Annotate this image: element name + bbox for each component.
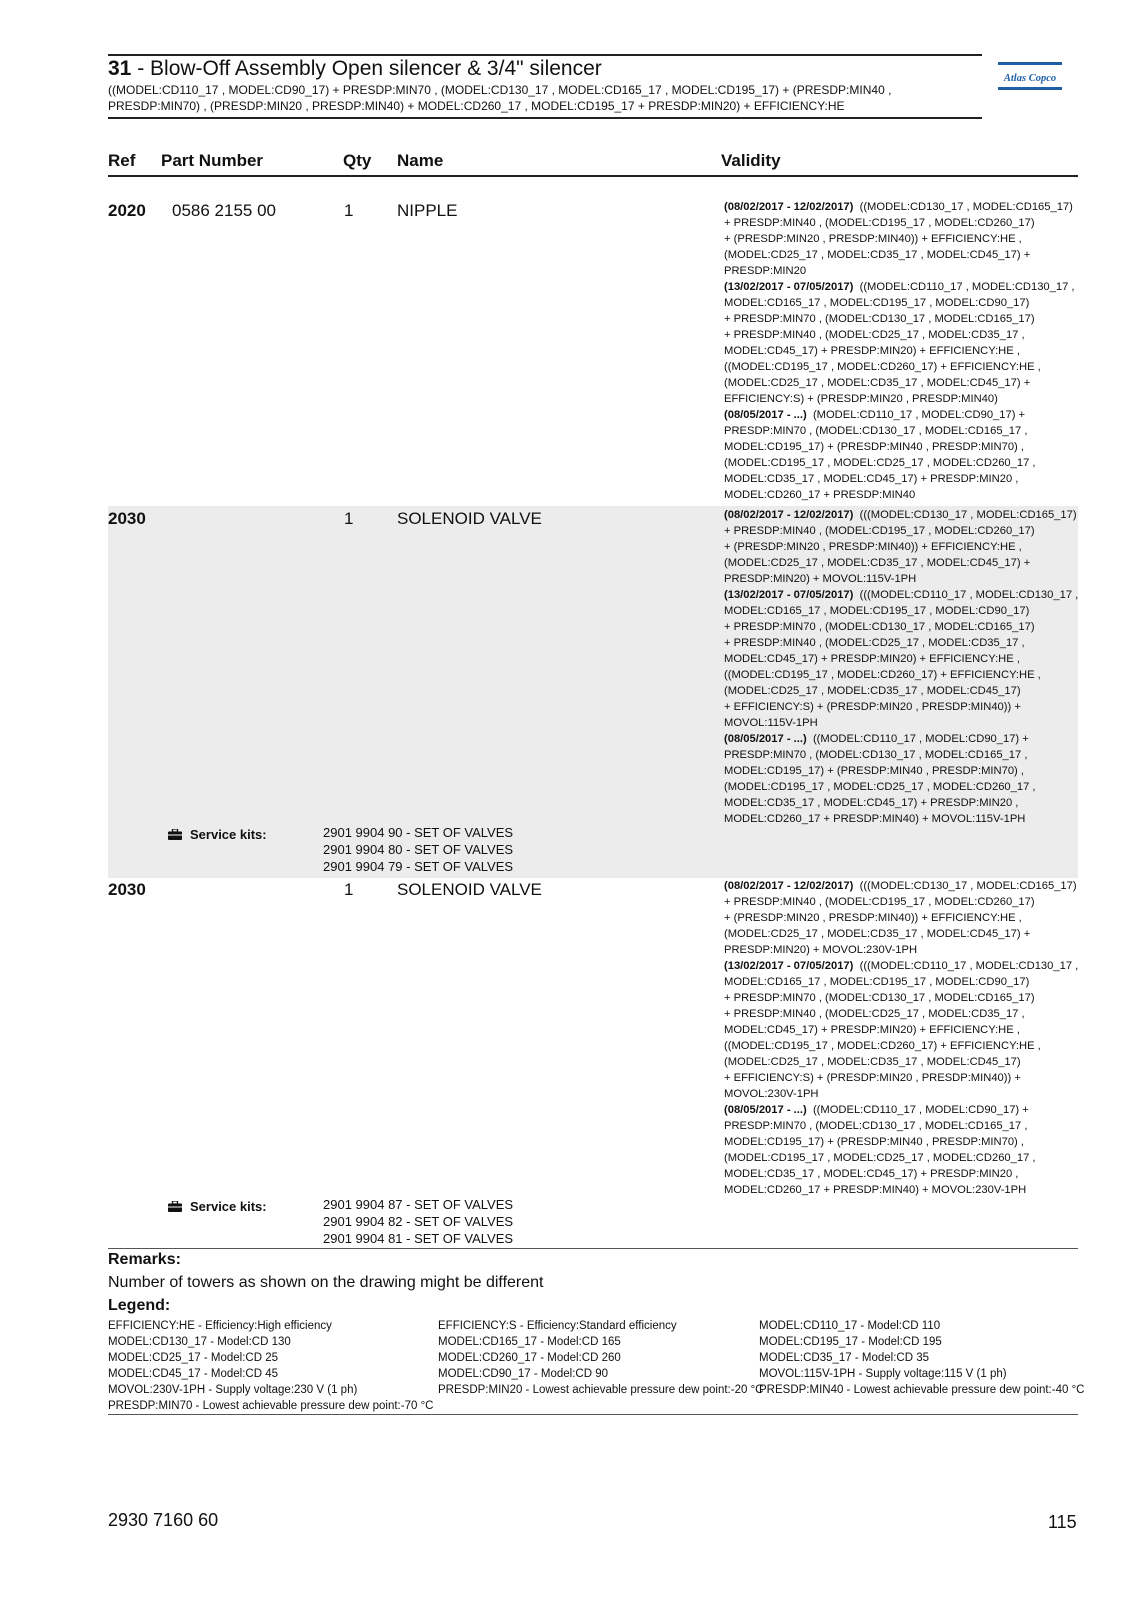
service-kits-list (323, 824, 513, 875)
validity-line: MODEL:CD165_17 , MODEL:CD195_17 , MODEL:CD90_17) (724, 297, 1030, 309)
legend-item: EFFICIENCY:S - Efficiency:Standard efficiency (438, 1320, 677, 1332)
legend-column-2 (438, 1318, 763, 1398)
row-name: NIPPLE (397, 201, 458, 220)
validity-line: MOVOL:115V-1PH (724, 717, 818, 729)
col-header-qty: Qty (343, 151, 372, 170)
validity-line: + PRESDP:MIN70 , (MODEL:CD130_17 , MODEL:CD165_17) (724, 313, 1035, 325)
legend-rule (108, 1414, 1078, 1415)
legend-item: MODEL:CD195_17 - Model:CD 195 (759, 1336, 942, 1348)
logo-text: Atlas Copco (1003, 73, 1057, 84)
page-title (108, 57, 602, 81)
validity-line: MODEL:CD195_17) + (PRESDP:MIN40 , PRESDP:MIN70) , (724, 765, 1024, 777)
row-validity (724, 199, 1084, 503)
legend-item: MODEL:CD130_17 - Model:CD 130 (108, 1336, 291, 1348)
row-qty: 1 (344, 509, 354, 528)
validity-line: + (PRESDP:MIN20 , PRESDP:MIN40)) + EFFICIENCY:HE , (724, 912, 1022, 924)
legend-item: EFFICIENCY:HE - Efficiency:High efficiency (108, 1320, 332, 1332)
legend-column-3 (759, 1318, 1084, 1398)
row-part-number[interactable]: 0586 2155 00 (172, 201, 276, 220)
validity-line: PRESDP:MIN20) + MOVOL:115V-1PH (724, 573, 917, 585)
service-kit-item[interactable]: 2901 9904 79 - SET OF VALVES (323, 859, 514, 874)
validity-line: + (PRESDP:MIN20 , PRESDP:MIN40)) + EFFICIENCY:HE , (724, 541, 1022, 553)
validity-line: PRESDP:MIN70 , (MODEL:CD130_17 , MODEL:CD165_17 , (724, 425, 1028, 437)
validity-line: (MODEL:CD195_17 , MODEL:CD25_17 , MODEL:CD260_17 , (724, 781, 1036, 793)
validity-line: ((MODEL:CD130_17 , MODEL:CD165_17) (859, 201, 1073, 213)
validity-line: ((MODEL:CD110_17 , MODEL:CD130_17 , (859, 281, 1075, 293)
validity-line: ((MODEL:CD110_17 , MODEL:CD90_17) + (812, 1104, 1029, 1116)
validity-line: (((MODEL:CD130_17 , MODEL:CD165_17) (859, 509, 1077, 521)
toolbox-icon (168, 1201, 182, 1212)
validity-line: (MODEL:CD110_17 , MODEL:CD90_17) + (812, 409, 1026, 421)
service-kits-list (323, 1196, 513, 1247)
validity-line: (MODEL:CD25_17 , MODEL:CD35_17 , MODEL:CD45_17) (724, 1056, 1021, 1068)
validity-date: (13/02/2017 - 07/05/2017) (724, 960, 854, 972)
legend-item: PRESDP:MIN20 - Lowest achievable pressure dew point:-20 °C (438, 1384, 764, 1396)
legend-item: PRESDP:MIN70 - Lowest achievable pressure dew point:-70 °C (108, 1400, 434, 1412)
title-bottom-rule (108, 117, 982, 119)
row-name: SOLENOID VALVE (397, 880, 542, 899)
validity-line: + EFFICIENCY:S) + (PRESDP:MIN20 , PRESDP:MIN40)) + (724, 701, 1021, 713)
validity-line: + PRESDP:MIN70 , (MODEL:CD130_17 , MODEL:CD165_17) (724, 992, 1035, 1004)
validity-line: MODEL:CD35_17 , MODEL:CD45_17) + PRESDP:MIN20 , (724, 473, 1019, 485)
validity-line: PRESDP:MIN20 (724, 265, 807, 277)
validity-line: + PRESDP:MIN40 , (MODEL:CD25_17 , MODEL:CD35_17 , (724, 1008, 1025, 1020)
validity-line: (MODEL:CD25_17 , MODEL:CD35_17 , MODEL:CD45_17) + (724, 557, 1031, 569)
validity-line: PRESDP:MIN70 , (MODEL:CD130_17 , MODEL:CD165_17 , (724, 749, 1028, 761)
section-number: 31 (108, 57, 132, 80)
legend-item: MODEL:CD45_17 - Model:CD 45 (108, 1368, 279, 1380)
row-ref: 2030 (108, 509, 146, 528)
legend-item: MODEL:CD90_17 - Model:CD 90 (438, 1368, 609, 1380)
validity-line: PRESDP:MIN20) + MOVOL:230V-1PH (724, 944, 918, 956)
validity-line: + PRESDP:MIN40 , (MODEL:CD25_17 , MODEL:CD35_17 , (724, 637, 1025, 649)
legend-item: MODEL:CD260_17 - Model:CD 260 (438, 1352, 621, 1364)
validity-line: (((MODEL:CD110_17 , MODEL:CD130_17 , (859, 960, 1079, 972)
header-rule (108, 175, 1078, 177)
validity-line: MODEL:CD260_17 + PRESDP:MIN40 (724, 489, 916, 501)
validity-line: + (PRESDP:MIN20 , PRESDP:MIN40)) + EFFICIENCY:HE , (724, 233, 1022, 245)
validity-date: (08/02/2017 - 12/02/2017) (724, 509, 854, 521)
row-ref: 2020 (108, 201, 146, 220)
validity-line: ((MODEL:CD195_17 , MODEL:CD260_17) + EFFICIENCY:HE , (724, 669, 1041, 681)
validity-line: (((MODEL:CD110_17 , MODEL:CD130_17 , (859, 589, 1079, 601)
legend-item: MODEL:CD25_17 - Model:CD 25 (108, 1352, 279, 1364)
validity-line: MODEL:CD260_17 + PRESDP:MIN40) + MOVOL:115V-1PH (724, 813, 1026, 825)
row-name: SOLENOID VALVE (397, 509, 542, 528)
section-title: - Blow-Off Assembly Open silencer & 3/4" silencer (131, 57, 602, 80)
row-validity (724, 878, 1084, 1198)
validity-line: MODEL:CD45_17) + PRESDP:MIN20) + EFFICIENCY:HE , (724, 653, 1020, 665)
legend-item: MOVOL:115V-1PH - Supply voltage:115 V (1 ph) (759, 1368, 1007, 1380)
validity-line: (MODEL:CD25_17 , MODEL:CD35_17 , MODEL:CD45_17) + (724, 928, 1031, 940)
title-top-rule (108, 54, 982, 56)
validity-date: (13/02/2017 - 07/05/2017) (724, 281, 854, 293)
validity-date: (08/05/2017 - ...) (724, 409, 807, 421)
row-qty: 1 (344, 880, 354, 899)
validity-date: (08/05/2017 - ...) (724, 733, 807, 745)
legend-item: MODEL:CD165_17 - Model:CD 165 (438, 1336, 621, 1348)
validity-line: MODEL:CD260_17 + PRESDP:MIN40) + MOVOL:230V-1PH (724, 1184, 1027, 1196)
col-header-part-number: Part Number (161, 151, 264, 170)
validity-line: (MODEL:CD25_17 , MODEL:CD35_17 , MODEL:CD45_17) + (724, 249, 1031, 261)
validity-line: MODEL:CD35_17 , MODEL:CD45_17) + PRESDP:MIN20 , (724, 1168, 1019, 1180)
validity-date: (08/02/2017 - 12/02/2017) (724, 201, 854, 213)
validity-date: (08/05/2017 - ...) (724, 1104, 807, 1116)
validity-line: (MODEL:CD195_17 , MODEL:CD25_17 , MODEL:CD260_17 , (724, 1152, 1036, 1164)
validity-line: MODEL:CD195_17) + (PRESDP:MIN40 , PRESDP:MIN70) , (724, 1136, 1024, 1148)
legend-item: MODEL:CD35_17 - Model:CD 35 (759, 1352, 930, 1364)
atlas-copco-logo (998, 62, 1062, 94)
col-header-validity: Validity (721, 151, 781, 170)
validity-line: + PRESDP:MIN40 , (MODEL:CD25_17 , MODEL:CD35_17 , (724, 329, 1025, 341)
validity-date: (13/02/2017 - 07/05/2017) (724, 589, 854, 601)
legend-item: MODEL:CD110_17 - Model:CD 110 (759, 1320, 941, 1332)
validity-line: MODEL:CD195_17) + (PRESDP:MIN40 , PRESDP:MIN70) , (724, 441, 1024, 453)
toolbox-icon (168, 829, 182, 840)
validity-date: (08/02/2017 - 12/02/2017) (724, 880, 854, 892)
validity-line: (MODEL:CD195_17 , MODEL:CD25_17 , MODEL:CD260_17 , (724, 457, 1036, 469)
validity-line: ((MODEL:CD110_17 , MODEL:CD90_17) + (812, 733, 1029, 745)
service-kit-item[interactable]: 2901 9904 90 - SET OF VALVES (323, 825, 514, 840)
validity-line: (MODEL:CD25_17 , MODEL:CD35_17 , MODEL:CD45_17) + (724, 377, 1031, 389)
col-header-ref: Ref (108, 151, 136, 170)
validity-line: + PRESDP:MIN70 , (MODEL:CD130_17 , MODEL:CD165_17) (724, 621, 1035, 633)
service-kit-item[interactable]: 2901 9904 82 - SET OF VALVES (323, 1214, 514, 1229)
validity-line: MODEL:CD45_17) + PRESDP:MIN20) + EFFICIENCY:HE , (724, 1024, 1020, 1036)
legend-title: Legend: (108, 1297, 171, 1314)
remarks-rule (108, 1248, 1078, 1249)
validity-line: + PRESDP:MIN40 , (MODEL:CD195_17 , MODEL:CD260_17) (724, 896, 1035, 908)
validity-line: MOVOL:230V-1PH (724, 1088, 819, 1100)
validity-line: + PRESDP:MIN40 , (MODEL:CD195_17 , MODEL:CD260_17) (724, 217, 1035, 229)
validity-line: + PRESDP:MIN40 , (MODEL:CD195_17 , MODEL:CD260_17) (724, 525, 1035, 537)
legend-column-1 (108, 1318, 433, 1414)
page-number: 115 (1048, 1512, 1077, 1532)
document-number: 2930 7160 60 (108, 1510, 219, 1530)
service-kit-item[interactable]: 2901 9904 80 - SET OF VALVES (323, 842, 514, 857)
row-validity (724, 507, 1084, 827)
service-kits-label: Service kits: (190, 1199, 267, 1214)
service-kit-item[interactable]: 2901 9904 87 - SET OF VALVES (323, 1197, 514, 1212)
validity-line: + EFFICIENCY:S) + (PRESDP:MIN20 , PRESDP:MIN40)) + (724, 1072, 1021, 1084)
validity-line: EFFICIENCY:S) + (PRESDP:MIN20 , PRESDP:MIN40) (724, 393, 998, 405)
row-qty: 1 (344, 201, 354, 220)
legend-item: MOVOL:230V-1PH - Supply voltage:230 V (1 ph) (108, 1384, 358, 1396)
col-header-name: Name (397, 151, 444, 170)
service-kits-label: Service kits: (190, 827, 267, 842)
row-ref: 2030 (108, 880, 146, 899)
remarks-title: Remarks: (108, 1251, 181, 1268)
validity-line: ((MODEL:CD195_17 , MODEL:CD260_17) + EFFICIENCY:HE , (724, 361, 1041, 373)
validity-line: MODEL:CD165_17 , MODEL:CD195_17 , MODEL:CD90_17) (724, 976, 1030, 988)
validity-line: MODEL:CD35_17 , MODEL:CD45_17) + PRESDP:MIN20 , (724, 797, 1019, 809)
validity-line: MODEL:CD45_17) + PRESDP:MIN20) + EFFICIENCY:HE , (724, 345, 1020, 357)
validity-line: ((MODEL:CD195_17 , MODEL:CD260_17) + EFFICIENCY:HE , (724, 1040, 1041, 1052)
legend-item: PRESDP:MIN40 - Lowest achievable pressure dew point:-40 °C (759, 1384, 1085, 1396)
validity-line: (MODEL:CD25_17 , MODEL:CD35_17 , MODEL:CD45_17) (724, 685, 1021, 697)
validity-line: (((MODEL:CD130_17 , MODEL:CD165_17) (859, 880, 1077, 892)
validity-line: MODEL:CD165_17 , MODEL:CD195_17 , MODEL:CD90_17) (724, 605, 1030, 617)
service-kit-item[interactable]: 2901 9904 81 - SET OF VALVES (323, 1231, 514, 1246)
title-applicability: ((MODEL:CD110_17 , MODEL:CD90_17) + PRESDP:MIN70 , (MODEL:CD130_17 , MODEL:CD165_17 , MODEL:CD195_17) + (PRESDP:MIN40 , PRESDP:MIN70) , (PRESDP:MIN20 , PRESDP:MIN40) + MODEL:CD260_17 , MODEL:CD195_17 + PRESDP:MIN20) + EFFICIENCY:HE (108, 83, 892, 113)
validity-line: PRESDP:MIN70 , (MODEL:CD130_17 , MODEL:CD165_17 , (724, 1120, 1028, 1132)
remarks-text: Number of towers as shown on the drawing might be different (108, 1274, 544, 1291)
